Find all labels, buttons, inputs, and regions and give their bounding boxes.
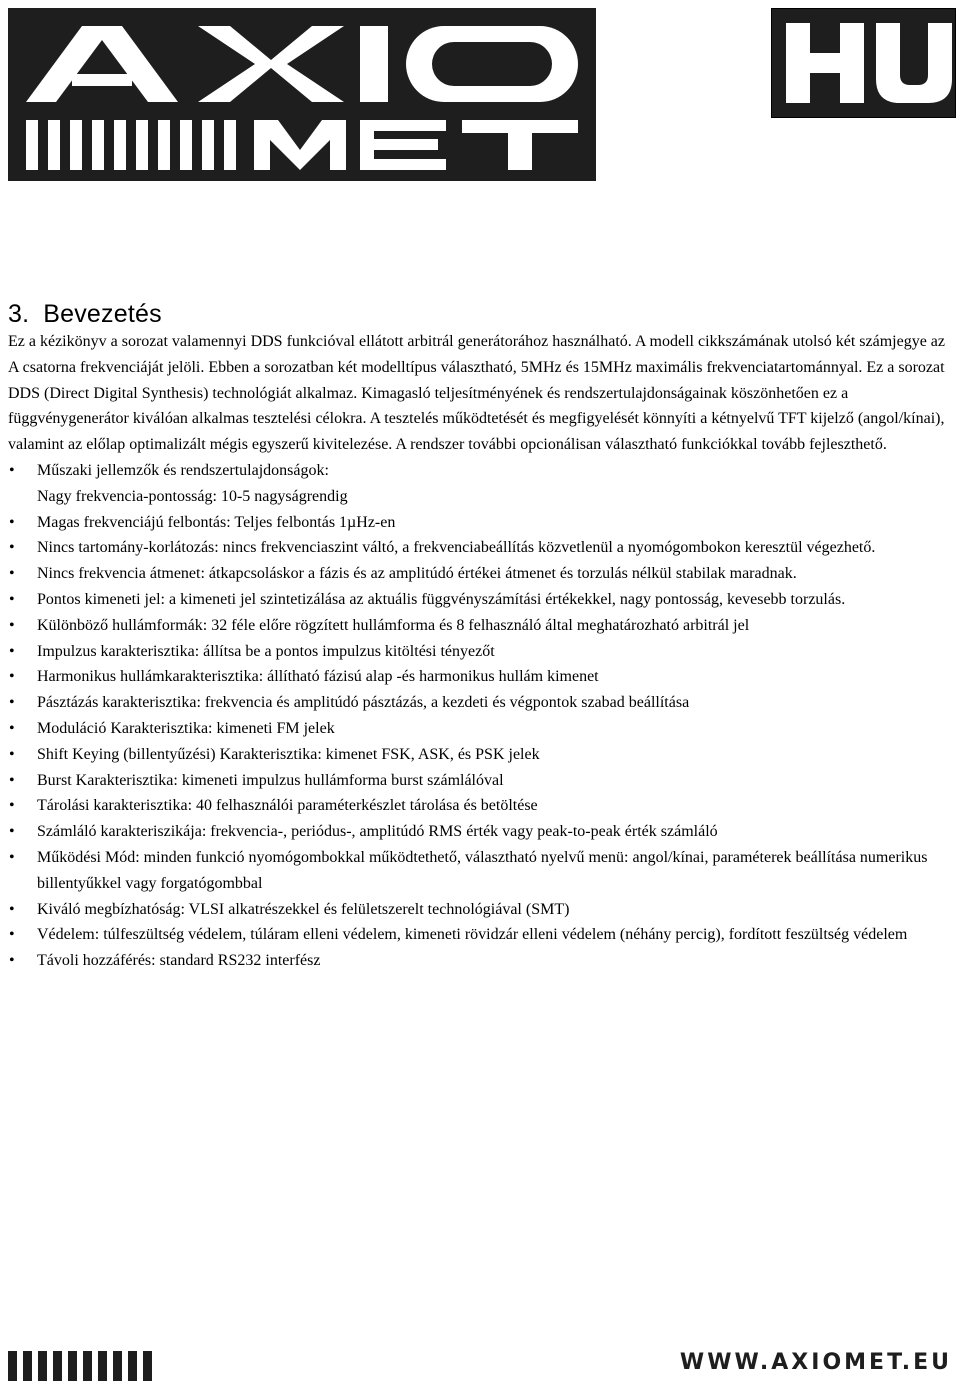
logo-letter-o (406, 26, 578, 102)
feature-text: Pásztázás karakterisztika: frekvencia és amplitúdó pásztázás, a kezdeti és végpontok szabad beállítása (37, 694, 690, 712)
section-number: 3. (8, 300, 30, 328)
feature-text: Moduláció Karakterisztika: kimeneti FM jelek (37, 719, 335, 737)
bullet-icon: • (9, 771, 15, 789)
feature-list-item (8, 793, 956, 819)
footer-website-url: WWW.AXIOMET.EU (679, 1350, 952, 1375)
bullet-icon: • (9, 668, 15, 686)
feature-text: Különböző hullámformák: 32 féle előre rögzített hullámforma és 8 felhasználó által meghatározható arbitrál jel (37, 616, 750, 634)
feature-list-item (8, 922, 956, 948)
bullet-icon: • (9, 565, 15, 583)
feature-list-item (8, 664, 956, 690)
intro-paragraph: Ez a kézikönyv a sorozat valamennyi DDS funkcióval ellátott arbitrál generátorához használható. A modell cikkszámának utolsó két számjegye az A csatorna frekvenciáját jelöli. Ebben a sorozatban két modelltípus választható, 5MHz és 15MHz maximális frekvenciatartománnyal. Ez a sorozat DDS (Direct Digital Synthesis) technológiát alkalmaz. Kimagasló teljesítményének és rendszertulajdonságainak köszönhetően ez a függvénygenerátor kiválóan alkalmas tesztelési célokra. A tesztelés működtetését és megfigyelését könnyíti a kétnyelvű TFT kijelző (angol/kínai), valamint az előlap optimalizált mégis egyszerű kivitelezése. A rendszer további opcionálisan választható funkciókkal tovább fejleszthető. (8, 333, 945, 454)
feature-list-item (8, 819, 956, 845)
feature-text: Magas frekvenciájú felbontás: Teljes felbontás 1µHz-en (37, 513, 396, 531)
feature-list-item (8, 768, 956, 794)
feature-text: Impulzus karakterisztika: állítsa be a pontos impulzus kitöltési tényezőt (37, 642, 495, 660)
feature-text: Működési Mód: minden funkció nyomógombokkal működtethető, választható nyelvű menü: angol/kínai, paraméterek beállítása numerikus billentyűkkel vagy forgatógombbal (37, 848, 928, 892)
country-badge-hu (771, 8, 956, 118)
feature-text: Shift Keying (billentyűzési) Karakterisztika: kimenet FSK, ASK, és PSK jelek (37, 745, 540, 763)
feature-text: Burst Karakterisztika: kimeneti impulzus hullámforma burst számlálóval (37, 771, 504, 789)
feature-text: Számláló karakteriszikája: frekvencia-, periódus-, amplitúdó RMS érték vagy peak-to-peak érték számláló (37, 823, 718, 841)
bullet-icon: • (9, 823, 15, 841)
feature-text: Távoli hozzáférés: standard RS232 interfész (37, 952, 321, 970)
bullet-icon: • (9, 719, 15, 737)
bullet-icon: • (9, 745, 15, 763)
feature-text: Kiváló megbízhatóság: VLSI alkatrészekkel és felületszerelt technológiával (SMT) (37, 900, 570, 918)
feature-text: Védelem: túlfeszültség védelem, túláram elleni védelem, kimeneti rövidzár elleni védelem (néhány percig), fordított feszültség védelem (37, 926, 908, 944)
section-title: Bevezetés (43, 300, 162, 328)
feature-list (8, 458, 956, 974)
feature-text: Harmonikus hullámkarakterisztika: állítható fázisú alap -és harmonikus hullám kimenet (37, 668, 599, 686)
logo-barcode-stripes (26, 120, 236, 170)
document-body (8, 329, 956, 974)
bullet-icon: • (9, 694, 15, 712)
bullet-icon: • (9, 848, 15, 866)
feature-text: Pontos kimeneti jel: a kimeneti jel szintetizálása az aktuális függvényszámítási értékekkel, nagy pontosság, kevesebb torzulás. (37, 590, 846, 608)
logo-letter-t (462, 120, 578, 170)
bullet-icon: • (9, 513, 15, 531)
logo-letter-a (26, 26, 178, 102)
feature-list-item (8, 561, 956, 587)
feature-text: Műszaki jellemzők és rendszertulajdonságok: Nagy frekvencia-pontosság: 10-5 nagyságrendig (37, 461, 348, 505)
logo-letter-e (360, 120, 446, 170)
feature-list-item (8, 690, 956, 716)
feature-list-item (8, 613, 956, 639)
feature-list-item (8, 639, 956, 665)
bullet-icon: • (9, 461, 15, 479)
feature-list-item (8, 948, 956, 974)
feature-text: Nincs tartomány-korlátozás: nincs frekvenciaszint váltó, a frekvenciabeállítás közvetlenül a nyomógombokon keresztül végezhető. (37, 539, 876, 557)
country-badge-graphic (772, 9, 955, 117)
feature-text: Nincs frekvencia átmenet: átkapcsoláskor a fázis és az amplitúdó értékei átmenet és torzulás nélkül stabilak maradnak. (37, 565, 797, 583)
bullet-icon: • (9, 590, 15, 608)
logo-letter-x (198, 26, 344, 102)
axiomet-logo-graphic (8, 8, 596, 181)
bullet-icon: • (9, 642, 15, 660)
bullet-icon: • (9, 926, 15, 944)
feature-list-item (8, 587, 956, 613)
feature-list-item (8, 535, 956, 561)
bullet-icon: • (9, 900, 15, 918)
bullet-icon: • (9, 539, 15, 557)
feature-text: Tárolási karakterisztika: 40 felhasználói paraméterkészlet tárolása és betöltése (37, 797, 538, 815)
feature-list-item (8, 510, 956, 536)
footer-barcode-logo (8, 1351, 158, 1386)
axiomet-logo (8, 8, 596, 181)
feature-list-item (8, 897, 956, 923)
bullet-icon: • (9, 797, 15, 815)
feature-list-item (8, 458, 956, 510)
logo-letter-i (360, 26, 388, 102)
logo-letter-m (254, 120, 346, 170)
feature-list-item (8, 845, 956, 897)
feature-list-item (8, 742, 956, 768)
bullet-icon: • (9, 952, 15, 970)
section-heading (8, 300, 162, 329)
feature-list-item (8, 716, 956, 742)
bullet-icon: • (9, 616, 15, 634)
